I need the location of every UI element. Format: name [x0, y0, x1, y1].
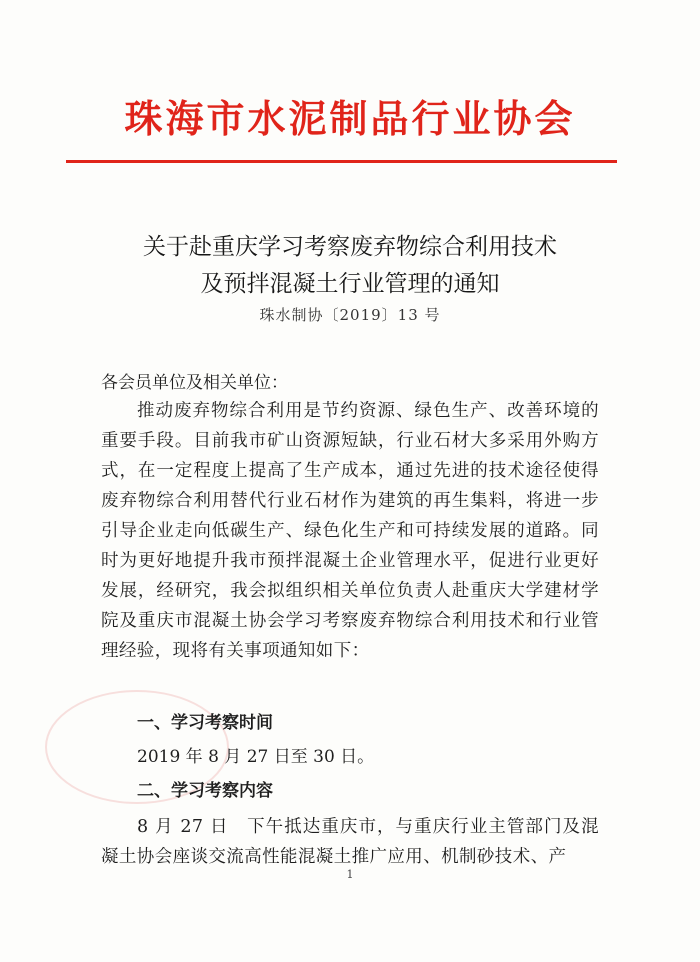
- section-1-title: 一、学习考察时间: [137, 713, 273, 733]
- section-1-text: 2019 年 8 月 27 日至 30 日。: [137, 747, 375, 767]
- red-divider-line: [66, 160, 617, 163]
- section-2-paragraph-block: [101, 812, 599, 872]
- organization-header: 珠海市水泥制品行业协会: [124, 96, 576, 141]
- notice-title-line-1: 关于赴重庆学习考察废弃物综合利用技术: [143, 234, 557, 260]
- intro-paragraph: 推动废弃物综合利用是节约资源、绿色生产、改善环境的重要手段。目前我市矿山资源短缺，行业石材大多采用外购方式，在一定程度上提高了生产成本，通过先进的技术途径使得废弃物综合利用替代行业石材作为建筑的再生集料，将进一步引导企业走向低碳生产、绿色化生产和可持续发展的道路。同时为更好地提升我市预拌混凝土企业管理水平，促进行业更好发展，经研究，我会拟组织相关单位负责人赴重庆大学建材学院及重庆市混凝土协会学习考察废弃物综合利用技术和行业管理经验，现将有关事项通知如下：: [101, 401, 599, 661]
- intro-paragraph-block: [101, 396, 599, 666]
- notice-title-line-2: 及预拌混凝土行业管理的通知: [200, 271, 500, 297]
- page-number: 1: [346, 868, 354, 881]
- salutation: 各会员单位及相关单位：: [101, 373, 288, 393]
- document-number: 珠水制协〔2019〕13 号: [259, 306, 441, 324]
- section-2-title: 二、学习考察内容: [137, 781, 273, 801]
- section-2-paragraph: 8 月 27 日 下午抵达重庆市，与重庆行业主管部门及混凝土协会座谈交流高性能混凝土推广应用、机制砂技术、产: [101, 817, 599, 867]
